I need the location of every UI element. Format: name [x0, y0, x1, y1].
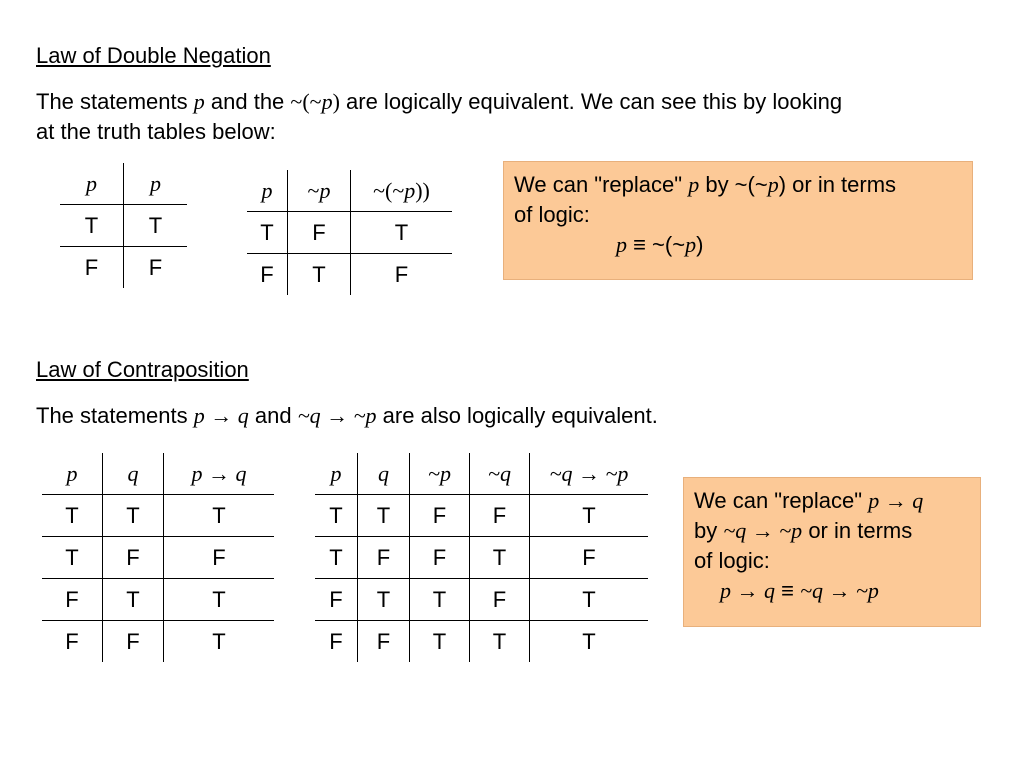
- callout2-line2: by ~q → ~p or in terms: [694, 518, 913, 543]
- table-header: p: [60, 163, 124, 205]
- table-cell: F: [103, 537, 164, 579]
- table-header: p: [42, 453, 103, 495]
- table-cell: T: [315, 537, 358, 579]
- table-cell: F: [103, 621, 164, 663]
- table-cell: F: [394, 261, 409, 287]
- table-header: p: [315, 453, 358, 495]
- table-header: p: [247, 170, 288, 212]
- table-header: q: [358, 453, 410, 495]
- table-cell: T: [288, 254, 351, 296]
- truth-table-contrapositive: [315, 453, 648, 662]
- table-header-row: [315, 453, 648, 495]
- table-cell: T: [164, 495, 275, 537]
- table-cell: T: [410, 579, 470, 621]
- intro-line2: at the truth tables below:: [36, 119, 276, 144]
- table-cell: F: [358, 537, 410, 579]
- callout-box-double-negation: [503, 161, 973, 280]
- table-cell: F: [410, 495, 470, 537]
- table-header: p: [124, 163, 188, 205]
- intro-text-b: and the: [210, 89, 285, 114]
- table-cell: T: [60, 205, 124, 247]
- table-cell: T: [42, 537, 103, 579]
- table-cell: T: [351, 212, 453, 254]
- callout-line2: of logic:: [514, 202, 590, 227]
- table-cell: F: [288, 212, 351, 254]
- intro-expr: ~(~p): [290, 89, 340, 114]
- intro2-text-a: The statements: [36, 403, 188, 428]
- callout2-line1: We can "replace" p → q: [694, 488, 924, 513]
- table-cell: T: [124, 205, 188, 247]
- table-cell: F: [410, 537, 470, 579]
- table-cell: T: [164, 579, 275, 621]
- intro2-text-b: and: [254, 403, 292, 428]
- table-cell: F: [358, 621, 410, 663]
- table-cell: F: [470, 495, 530, 537]
- table-cell: T: [530, 579, 649, 621]
- table-header: ~p: [410, 453, 470, 495]
- table-cell: T: [358, 579, 410, 621]
- table-cell: F: [247, 254, 288, 296]
- table-header-row: [60, 163, 187, 205]
- callout-equation: p ≡ ~(~p): [616, 232, 704, 257]
- table-cell: F: [164, 537, 275, 579]
- intro2-expr1: p → q: [193, 403, 249, 428]
- table-cell: F: [530, 537, 649, 579]
- table-row: [315, 621, 648, 663]
- table-cell: F: [148, 254, 163, 280]
- table-cell: F: [60, 247, 124, 289]
- table-row: [60, 247, 187, 289]
- table-cell: T: [103, 579, 164, 621]
- table-cell: T: [42, 495, 103, 537]
- table-cell: F: [42, 621, 103, 663]
- table-row: [42, 579, 274, 621]
- intro2-text-c: are also logically equivalent.: [382, 403, 658, 428]
- table-row: [247, 254, 452, 296]
- intro-text-a: The statements: [36, 89, 188, 114]
- intro-var-p: p: [193, 89, 205, 114]
- table-cell: T: [530, 495, 649, 537]
- table-cell: F: [470, 579, 530, 621]
- table-header-row: [247, 170, 452, 212]
- callout2-equation: p → q ≡ ~q → ~p: [720, 578, 879, 603]
- table-cell: T: [212, 628, 226, 654]
- intro-text-c: are logically equivalent. We can see this by looking: [346, 89, 843, 114]
- truth-table-double-negation: [247, 170, 452, 295]
- table-row: [60, 205, 187, 247]
- table-row: [315, 579, 648, 621]
- table-cell: T: [315, 495, 358, 537]
- table-header: p → q: [164, 453, 275, 495]
- truth-table-p-p: [60, 163, 187, 288]
- table-row: [315, 537, 648, 579]
- table-header: ~p: [288, 170, 351, 212]
- table-header: ~(~p)): [351, 170, 453, 212]
- table-header: ~q → ~p: [530, 453, 649, 495]
- table-row: [42, 495, 274, 537]
- table-row: [42, 621, 274, 663]
- heading-double-negation: Law of Double Negation: [36, 43, 271, 68]
- table-cell: T: [410, 621, 470, 663]
- table-header: q: [103, 453, 164, 495]
- table-cell: T: [470, 537, 530, 579]
- intro-double-negation: [36, 87, 996, 147]
- table-row: [42, 537, 274, 579]
- table-header: ~q: [470, 453, 530, 495]
- intro-contraposition: [36, 401, 996, 431]
- table-cell: F: [315, 621, 358, 663]
- callout-box-contraposition: [683, 477, 981, 627]
- table-cell: T: [103, 495, 164, 537]
- table-cell: T: [358, 495, 410, 537]
- callout-line1: We can "replace" p by ~(~p) or in terms: [514, 172, 897, 197]
- intro2-expr2: ~q → ~p: [297, 403, 377, 428]
- table-cell: F: [42, 579, 103, 621]
- table-cell: T: [247, 212, 288, 254]
- heading-contraposition: Law of Contraposition: [36, 357, 249, 382]
- callout2-line3: of logic:: [694, 548, 770, 573]
- table-cell: T: [470, 621, 530, 663]
- table-cell: T: [582, 628, 596, 654]
- table-header-row: [42, 453, 274, 495]
- truth-table-implication: [42, 453, 274, 662]
- table-row: [315, 495, 648, 537]
- table-cell: F: [315, 579, 358, 621]
- table-row: [247, 212, 452, 254]
